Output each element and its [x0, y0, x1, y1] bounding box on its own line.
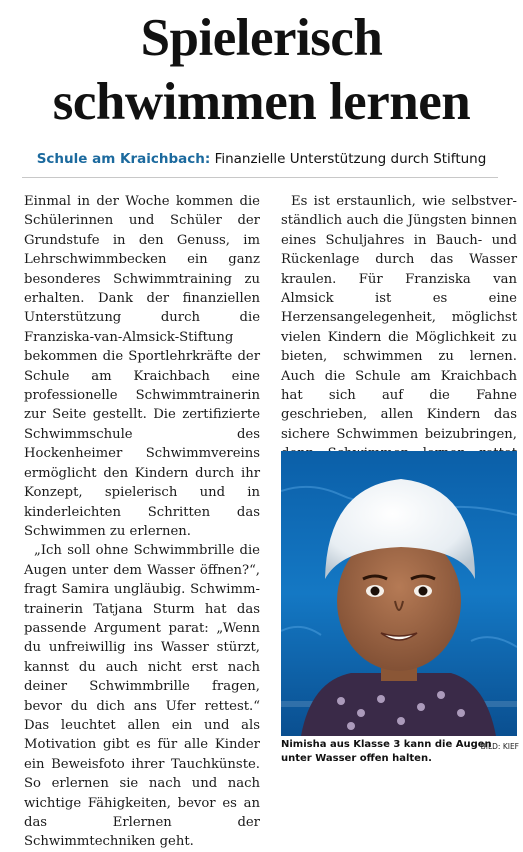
headline-line-2: schwimmen lernen [52, 73, 471, 131]
subtitle: Finanzielle Unterstützung durch Stiftung [214, 151, 487, 167]
paragraph-1: Einmal in der Woche kommen die Schülerinnen und Schüler der Grundstufe in den Genuss, im Lehrschwimmbecken ein ganz besonderes Schwimmtraining zu erhalten. Dank der finanziellen Unterstützung durch die Franziska-van-Almsick-Stiftung bekommen die Sportlehrkräfte der Schule am Kraichbach eine professionelle Schwimmtrainerin zur Seite gestellt. Die zertifizierte Schwimmschule des Hockenheimer Schwimmvereins ermöglicht den Kindern durch ihr Konzept, spielerisch und in kinderleichten Schritten das Schwimmen zu erlernen. [24, 194, 260, 539]
headline [0, 6, 523, 134]
caption-line-2: unter Wasser offen halten. [281, 752, 432, 764]
photo-credit: BILD: KIEF [480, 742, 519, 751]
column-right [281, 192, 517, 483]
paragraph-3-text: Es ist erstaunlich, wie selbstverständlich auch die Jüngsten binnen eines Schuljahres in Bauch- und Rückenlage durch das Wasser kraulen. Für Franziska van Almsick ist es eine Herzensangelegenheit, möglichst vielen Kindern die Möglichkeit zu bieten, schwimmen zu lernen. Auch die Schule am Kraichbach hat sich auf die Fahne geschrieben, allen Kindern das sichere Schwimmen beizubringen, [281, 194, 517, 442]
subheadline [0, 150, 523, 168]
divider [22, 177, 498, 178]
paragraph-2: „Ich soll ohne Schwimmbrille die Augen unter dem Wasser öffnen?“, fragt Samira ungläubig. Schwimmtrainerin Tatjana Sturm hat das passende Argument parat: „Wenn du unfreiwillig ins Wasser stürzt, kannst du auch nicht erst nach deiner Schwimmbrille fragen, bevor du dich ans Ufer rettest.“ Das leuchtet allen ein und als Motivation gibt es für alle Kinder ein Beweisfoto ihrer Tauchkünste. So erlernen sie nach und nach wichtige Fähigkeiten, bevor es an das Erlernen der Schwimmtechniken geht. [24, 543, 260, 850]
kicker: Schule am Kraichbach: [36, 151, 211, 167]
photo-girl-swimming [281, 451, 517, 736]
paragraph-3 [281, 192, 517, 483]
headline-line-1: Spielerisch [140, 9, 383, 67]
article-photo [281, 451, 517, 736]
column-left [24, 192, 260, 852]
caption-line-1: Nimisha aus Klasse 3 kann die Augen [281, 739, 492, 750]
